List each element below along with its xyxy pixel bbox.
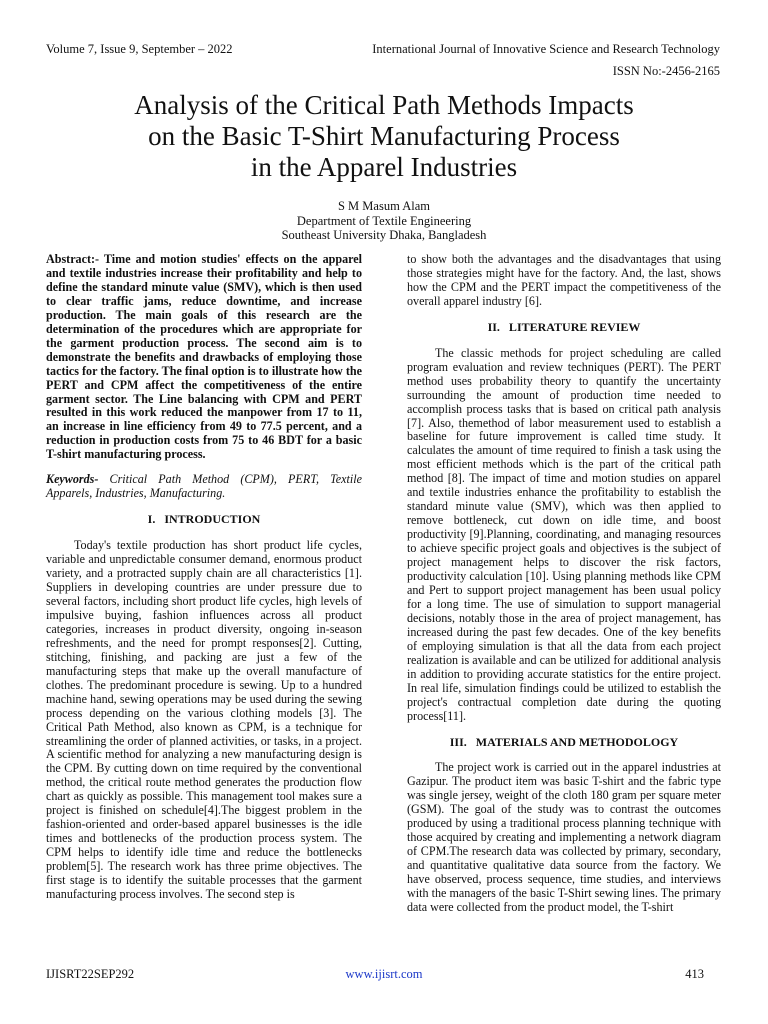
section-heading-introduction: I. INTRODUCTION [147, 512, 261, 527]
page-number: 413 [685, 967, 704, 981]
literature-review-text: The classic methods for project scheduling are called program evaluation and review techniques (PERT). The PERT method uses probability theory to quantify the uncertainty surrounding the amount of production time needed to accomplish process tasks that is based on critical path analysis [7]. Also, themethod of labor measurement used to establish a baseline for future improvement is called time study. It calculates the amount of time required to finish a task using the most efficient methods which is the part of the critical path method [8]. The impact of time and motion studies on apparel and textile industries enhance the profitability to establish the standard minute value (SMV), which was then applied to remove bottleneck, cut down on idle time, and boost productivity [9].Planning, coordinating, and managing resources to achieve specific project goals and objectives is the subject of project management helps to discover the risk factors, productivity calculation [10]. Using planning methods like CPM and Pert to support project management has been usual policy for a long time. The use of simulation to support managerial decisions, notably those in the area of project management, has increased during the past few decades. One of the key benefits of employing simulation is that all the data from each project realization is available and can be utilized for additional analysis in addition to providing accurate statistics for the entire project. In real life, simulation findings could be utilized to establish the project's contractual completion date during the quoting process[11]. [407, 345, 721, 723]
section-heading-literature-review: II. LITERATURE REVIEW [487, 319, 641, 334]
author-university: Southeast University Dhaka, Bangladesh [281, 228, 487, 242]
keywords-text: Critical Path Method (CPM), PERT, Textile Apparels, Industries, Manufacturing. [46, 472, 362, 501]
introduction-continued: to show both the advantages and the disadvantages that using those strategies might have for the factory. And, the last, shows how the CPM and the PERT impact the competitiveness of the overall apparel industry [6]. [407, 252, 721, 308]
materials-methodology-text: The project work is carried out in the apparel industries at Gazipur. The product item was basic T-shirt and the fabric type was single jersey, weight of the cloth 180 gram per square meter (GSM). The goal of the study was to contrast the outcomes produced by using a traditional process planning technique with those acquired by creating and implementing a network diagram of CPM.The research data was collected by primary, secondary, and quantitative qualitative data source from the factory. We have observed, process sequence, time studies, and interviews with the managers of the basic T-Shirt sewing lines. The primary data were collected from the product model, the T-shirt [407, 760, 721, 914]
author-name: S M Masum Alam [337, 199, 431, 213]
author-department: Department of Textile Engineering [296, 213, 472, 228]
paper-title [60, 90, 708, 183]
abstract: Abstract:- Time and motion studies' effects on the apparel and textile industries increase their profitability and help to define the standard minute value (SMV), which is then used to clear traffic jams, reduce downtime, and increase production. The main goals of this research are the determination of the procedures which are appropriate for the garment production process. The second aim is to demonstrate the benefits and drawbacks of employing those tactics for the factory. The final option is to illustrate how the PERT and CPM affect the competitiveness of the entire garment sector. The Line balancing with CPM and PERT resulted in this work reduced the manpower from 17 to 11, an increase in line efficiency from 49 to 77.5 percent, and a reduction in production costs from 75 to 46 BDT for a basic T-shirt manufacturing process. [46, 252, 362, 462]
keywords-label: Keywords- [46, 472, 99, 487]
left-column [46, 253, 362, 902]
article-code: IJISRT22SEP292 [46, 967, 135, 981]
issn: ISSN No:-2456-2165 [612, 64, 720, 78]
keywords [46, 473, 362, 501]
section-heading-materials-methodology: III. MATERIALS AND METHODOLOGY [449, 734, 679, 749]
title-line: on the Basic T-Shirt Manufacturing Process [148, 121, 620, 151]
introduction-text: Today's textile production has short product life cycles, variable and unpredictable consumer demand, enormous product variety, and a protracted supply chain are all characteristics [1]. Suppliers in developing countries are under pressure due to several factors, including short product life cycles, high levels of impulsive buying, fashion influences across all product categories, increases in product diversity, ongoing in-season refreshments, and the need for prompt responses[2]. Cutting, stitching, finishing, and packing are just a few of the manufacturing steps that make up the overall manufacture of clothes. The predominant procedure is sewing. Up to a hundred machine hand, sewing operations may be used during the sewing process depending on the various clothing models [3]. The Critical Path Method, also known as CPM, is a technique for streamlining the order of planned activities, or tasks, in a project. A scientific method for analyzing a new manufacturing design is the CPM. By cutting down on time required by the conventional method, the critical route method generates the production flow chart as quickly as possible. This management tool makes sure a project is finished on schedule[4].The biggest problem in the fashion-oriented and order-based apparel businesses is the idle times and bottlenecks of the production process system. The CPM helps to identify idle time and reduce the bottlenecks problem[5]. The research work has three prime objectives. The first stage is to identify the suitable processes that the garment manufacturing process involves. The second step is [46, 538, 362, 901]
journal-name: International Journal of Innovative Science and Research Technology [372, 42, 720, 56]
title-line: Analysis of the Critical Path Methods Impacts [134, 90, 634, 120]
title-line: in the Apparel Industries [250, 152, 518, 182]
right-column [407, 253, 721, 915]
journal-website-link[interactable]: www.ijisrt.com [345, 967, 423, 981]
volume-issue: Volume 7, Issue 9, September – 2022 [46, 42, 233, 56]
author-block [0, 199, 768, 243]
